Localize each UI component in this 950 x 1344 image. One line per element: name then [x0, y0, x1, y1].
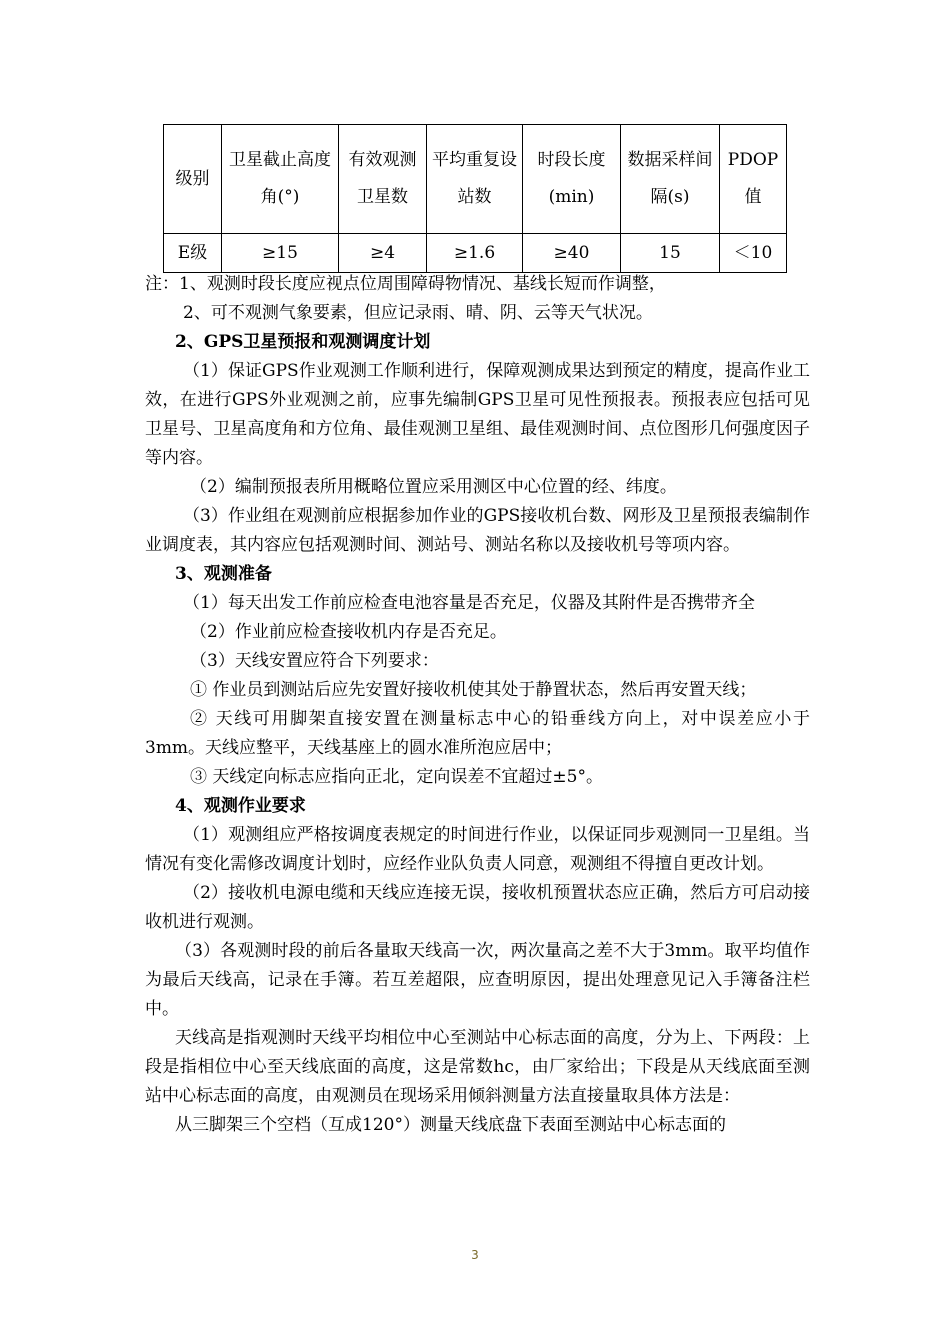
paragraph: ② 天线可用脚架直接安置在测量标志中心的铅垂线方向上，对中误差应小于3mm。天线应整平，天线基座上的圆水准所泡应居中； — [145, 709, 810, 758]
table-cell: ≥15 — [222, 234, 339, 273]
table-cell: E级 — [164, 234, 222, 273]
table-header-cell: 数据采样间隔(s) — [621, 125, 720, 234]
paragraph: （1）保证GPS作业观测工作顺利进行，保障观测成果达到预定的精度，提高作业工效，在进行GPS外业观测之前，应事先编制GPS卫星可见性预报表。预报表应包括可见卫星号、卫星高度角和方位角、最佳观测卫星组、最佳观测时间、点位图形几何强度因子等内容。 — [145, 361, 810, 468]
table-header-cell: 有效观测卫星数 — [339, 125, 427, 234]
paragraph: 从三脚架三个空档（互成120°）测量天线底盘下表面至测站中心标志面的 — [175, 1115, 726, 1135]
table-cell: 15 — [621, 234, 720, 273]
paragraph: （3）各观测时段的前后各量取天线高一次，两次量高之差不大于3mm。取平均值作为最后天线高，记录在手簿。若互差超限，应查明原因，提出处理意见记入手簿备注栏中。 — [145, 941, 810, 1019]
paragraph: （2）作业前应检查接收机内存是否充足。 — [190, 622, 507, 642]
paragraph: （3）天线安置应符合下列要求： — [190, 651, 439, 671]
paragraph: （2）接收机电源电缆和天线应连接无误，接收机预置状态应正确，然后方可启动接收机进行观测。 — [145, 883, 810, 932]
table-row — [164, 234, 787, 273]
section-4-heading: 4、观测作业要求 — [175, 796, 306, 816]
note-2: 2、可不观测气象要素，但应记录雨、晴、阴、云等天气状况。 — [183, 303, 653, 323]
section-2-heading: 2、GPS卫星预报和观测调度计划 — [175, 332, 431, 352]
paragraph: 天线高是指观测时天线平均相位中心至测站中心标志面的高度，分为上、下两段：上段是指相位中心至天线底面的高度，这是常数hc，由厂家给出；下段是从天线底面至测站中心标志面的高度，由观测员在现场采用倾斜测量方法直接量取具体方法是： — [145, 1028, 810, 1106]
table-cell: ≥1.6 — [427, 234, 523, 273]
table-cell: ＜10 — [720, 234, 787, 273]
paragraph: （1）观测组应严格按调度表规定的时间进行作业，以保证同步观测同一卫星组。当情况有变化需修改调度计划时，应经作业队负责人同意，观测组不得擅自更改计划。 — [145, 825, 810, 874]
table-cell: ≥40 — [523, 234, 621, 273]
table-header-cell: 级别 — [164, 125, 222, 234]
gps-spec-table — [163, 124, 787, 273]
table-cell: ≥4 — [339, 234, 427, 273]
body-text — [145, 270, 810, 1140]
table-header-cell: 卫星截止高度角(°) — [222, 125, 339, 234]
table-header-cell: 平均重复设站数 — [427, 125, 523, 234]
paragraph: ③ 天线定向标志应指向正北，定向误差不宜超过±5°。 — [190, 767, 603, 787]
section-3-heading: 3、观测准备 — [175, 564, 272, 584]
table-header-cell: PDOP值 — [720, 125, 787, 234]
table-header-cell: 时段长度(min) — [523, 125, 621, 234]
paragraph: （2）编制预报表所用概略位置应采用测区中心位置的经、纬度。 — [190, 477, 677, 497]
paragraph: （1）每天出发工作前应检查电池容量是否充足，仪器及其附件是否携带齐全 — [183, 593, 755, 613]
paragraph: ① 作业员到测站后应先安置好接收机使其处于静置状态，然后再安置天线； — [190, 680, 757, 700]
note-1: 注：1、观测时段长度应视点位周围障碍物情况、基线长短而作调整， — [145, 274, 666, 294]
paragraph: （3）作业组在观测前应根据参加作业的GPS接收机台数、网形及卫星预报表编制作业调度表，其内容应包括观测时间、测站号、测站名称以及接收机号等项内容。 — [145, 506, 810, 555]
table-header-row — [164, 125, 787, 234]
page-number: 3 — [471, 1248, 479, 1262]
